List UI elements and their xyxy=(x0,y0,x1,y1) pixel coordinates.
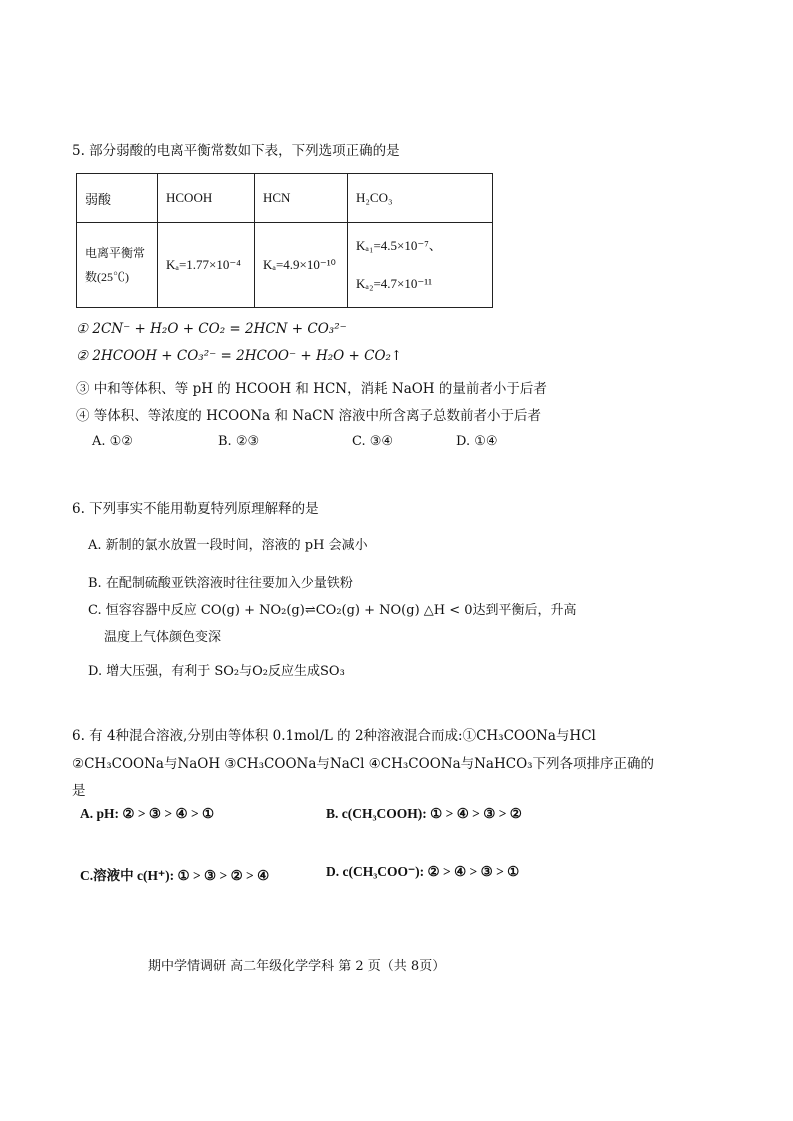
q6a-option-d: D. 增大压强，有利于 SO₂与O₂反应生成SO₃ xyxy=(88,664,345,679)
table-row xyxy=(77,174,493,223)
table-row xyxy=(77,223,493,308)
table-header-cell: HCN xyxy=(255,174,348,223)
table-row-label xyxy=(77,223,158,308)
q6a-option-c-continued: 温度上气体颜色变深 xyxy=(104,630,222,645)
q6b-option-c: C.溶液中 c(H⁺): ① > ③ > ② > ④ xyxy=(80,868,270,883)
row-label-line: 数(25℃) xyxy=(85,270,129,284)
page-footer: 期中学情调研 高二年级化学学科 第 2 页（共 8页） xyxy=(148,959,446,974)
q5-option-d: D. ①④ xyxy=(456,434,498,449)
q5-option-a: A. ①② xyxy=(92,434,133,449)
q5-option-b: B. ②③ xyxy=(218,434,260,449)
q6b-option-b: B. c(CH₃COOH): ① > ④ > ③ > ② xyxy=(326,806,522,821)
q6b-stem-line: 是 xyxy=(72,783,86,799)
q5-stem: 5. 部分弱酸的电离平衡常数如下表，下列选项正确的是 xyxy=(72,143,400,159)
q5-statement: ② 2HCOOH + CO₃²⁻ = 2HCOO⁻ + H₂O + CO₂↑ xyxy=(76,348,403,364)
table-cell-line: Kₐ₂=4.7×10⁻¹¹ xyxy=(356,276,433,291)
q5-statement: ① 2CN⁻ + H₂O + CO₂ = 2HCN + CO₃²⁻ xyxy=(76,321,347,337)
q6b-stem-line: ②CH₃COONa与NaOH ③CH₃COONa与NaCl ④CH₃COONa与NaHCO₃下列各项排序正确的 xyxy=(72,756,655,772)
table-header-cell: H₂CO₃ xyxy=(348,174,493,223)
q6b-option-d: D. c(CH₃COO⁻): ② > ④ > ③ > ① xyxy=(326,864,520,879)
table-cell: Kₐ=4.9×10⁻¹⁰ xyxy=(255,223,348,308)
q6b-option-a: A. pH: ② > ③ > ④ > ① xyxy=(80,806,215,821)
ionization-constant-table xyxy=(76,173,493,308)
q6a-stem: 6. 下列事实不能用勒夏特列原理解释的是 xyxy=(72,501,319,517)
q6a-option-b: B. 在配制硫酸亚铁溶液时往往要加入少量铁粉 xyxy=(88,576,353,591)
q5-option-c: C. ③④ xyxy=(352,434,394,449)
row-label-line: 电离平衡常 xyxy=(85,246,146,260)
table-header-cell: HCOOH xyxy=(158,174,255,223)
table-header-cell: 弱酸 xyxy=(77,174,158,223)
q6b-stem-line: 6. 有 4种混合溶液,分别由等体积 0.1mol/L 的 2种溶液混合而成:①CH₃COONa与HCl xyxy=(72,728,596,744)
table-cell: Kₐ=1.77×10⁻⁴ xyxy=(158,223,255,308)
q6a-option-c: C. 恒容容器中反应 CO(g) + NO₂(g)⇌CO₂(g) + NO(g) △H < 0达到平衡后，升高 xyxy=(88,603,577,618)
q5-statement: ④ 等体积、等浓度的 HCOONa 和 NaCN 溶液中所含离子总数前者小于后者 xyxy=(76,408,542,424)
table-cell xyxy=(348,223,493,308)
table-cell-line: Kₐ₁=4.5×10⁻⁷、 xyxy=(356,238,442,253)
q5-statement: ③ 中和等体积、等 pH 的 HCOOH 和 HCN，消耗 NaOH 的量前者小于后者 xyxy=(76,381,547,397)
q6a-option-a: A. 新制的氯水放置一段时间，溶液的 pH 会减小 xyxy=(88,538,368,553)
